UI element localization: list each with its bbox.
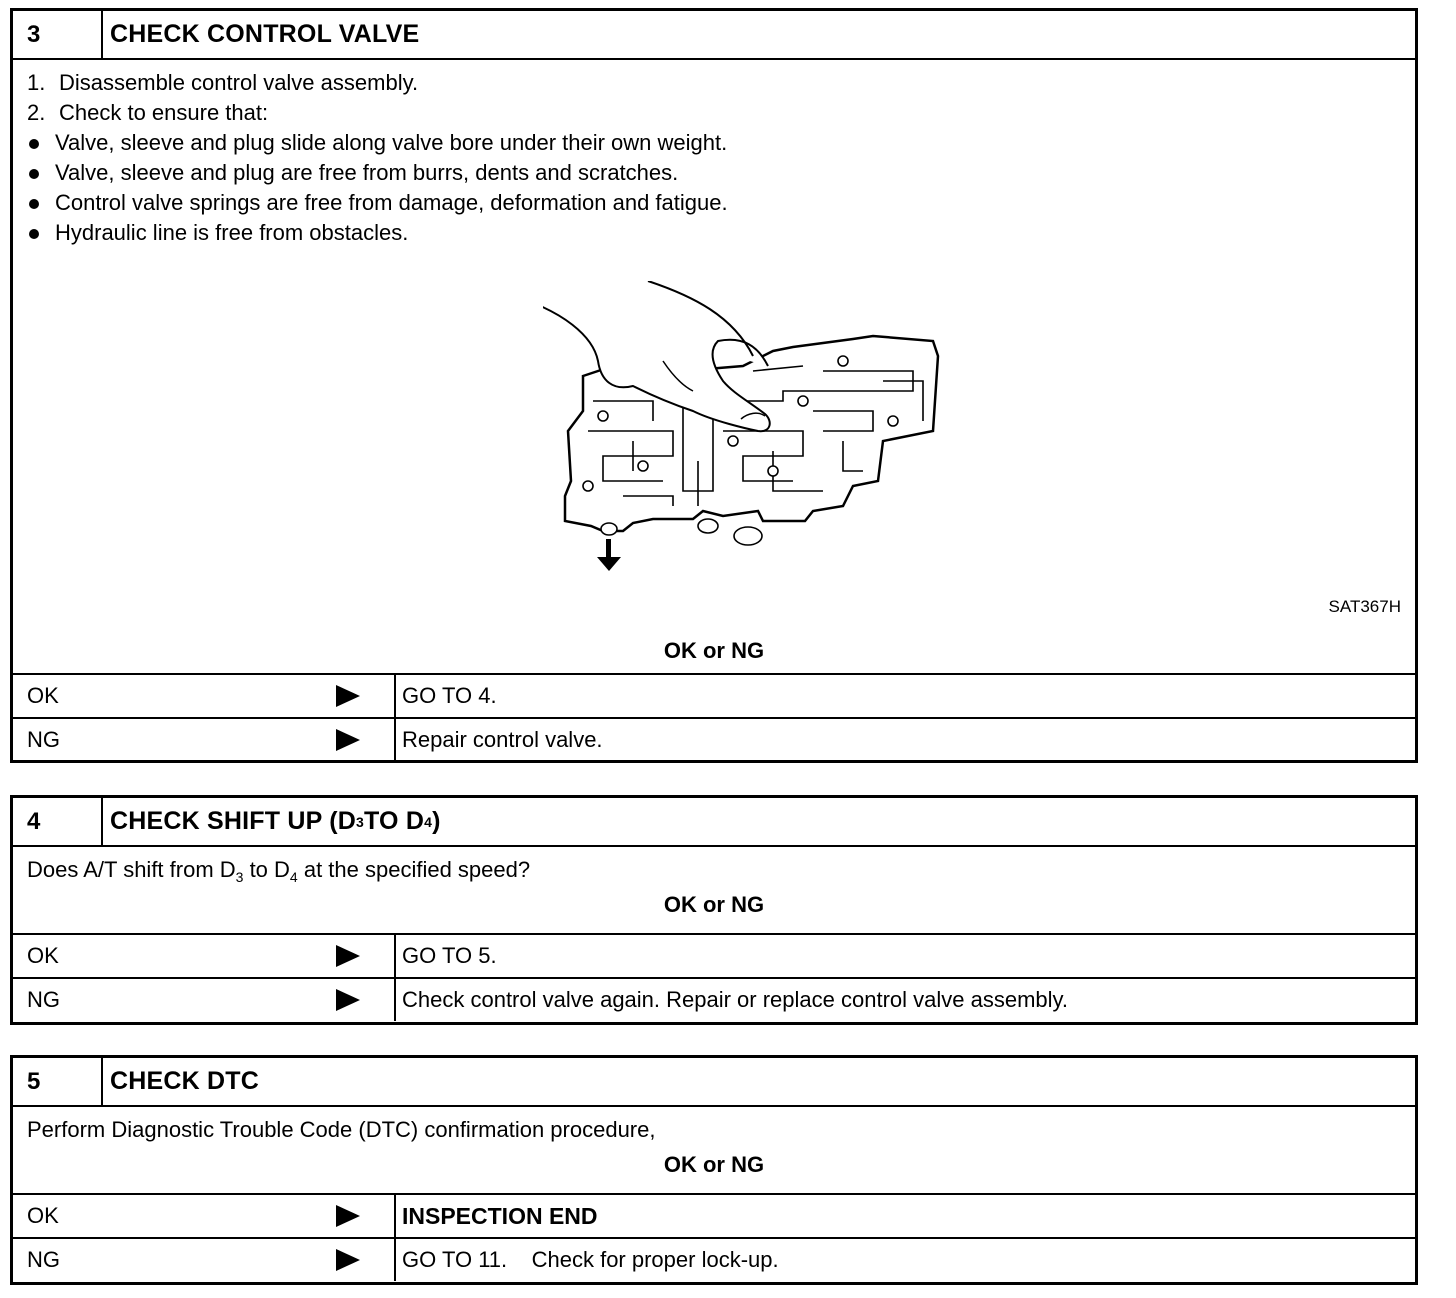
step-number: 5 (13, 1058, 103, 1105)
result-ng-row (13, 717, 1415, 761)
step-3-block (10, 8, 1418, 763)
ok-label: OK (27, 1203, 59, 1228)
step-body (13, 845, 1415, 933)
instruction-list (13, 60, 1415, 248)
ok-label: OK (27, 683, 59, 708)
result-header: OK or NG (663, 1152, 765, 1177)
step-question: Does A/T shift from $D_3$ to $D_4$ at the specified speed? (27, 857, 531, 885)
control-valve-illustration (543, 281, 953, 581)
right-arrow-icon (336, 945, 360, 967)
instruction-item: 2. Check to ensure that: (27, 100, 269, 125)
step-body (13, 58, 1415, 673)
right-arrow-icon (336, 989, 360, 1011)
bullet-icon (27, 158, 55, 188)
ng-label: NG (27, 727, 60, 752)
right-arrow-icon (336, 729, 360, 751)
right-arrow-icon (336, 1205, 360, 1227)
step-4-block (10, 795, 1418, 1025)
bullet-icon (27, 128, 55, 158)
ng-label: NG (27, 1247, 60, 1272)
step-header (13, 798, 1415, 845)
step-body (13, 1105, 1415, 1193)
bullet-item: Control valve springs are free from damage, deformation and fatigue. (27, 188, 1401, 218)
bullet-icon (27, 188, 55, 218)
right-arrow-icon (336, 1249, 360, 1271)
result-header: OK or NG (663, 638, 765, 663)
bullet-item: Hydraulic line is free from obstacles. (27, 218, 1401, 248)
ok-action: GO TO 5. (402, 943, 497, 968)
figure-code: SAT367H (1328, 597, 1401, 616)
result-ok-row (13, 673, 1415, 717)
bullet-icon (27, 218, 55, 248)
ok-label: OK (27, 943, 59, 968)
result-header: OK or NG (663, 892, 765, 917)
ng-label: NG (27, 987, 60, 1012)
ng-action: Check control valve again. Repair or replace control valve assembly. (402, 987, 1069, 1012)
step-title: CHECK DTC (110, 1067, 260, 1095)
result-ok-row (13, 933, 1415, 977)
step-number: 4 (13, 798, 103, 845)
step-title: CHECK SHIFT UP (D 3 TO D 4 ) (110, 807, 441, 835)
ng-action: Repair control valve. (402, 727, 603, 752)
step-header (13, 1058, 1415, 1105)
result-ng-row (13, 1237, 1415, 1281)
result-ok-row (13, 1193, 1415, 1237)
bullet-item: Valve, sleeve and plug are free from burrs, dents and scratches. (27, 158, 1401, 188)
result-ng-row (13, 977, 1415, 1021)
step-instruction: Perform Diagnostic Trouble Code (DTC) confirmation procedure, (27, 1117, 656, 1142)
step-number: 3 (13, 11, 103, 58)
step-header (13, 11, 1415, 58)
step-5-block (10, 1055, 1418, 1285)
ng-action: GO TO 11. Check for proper lock-up. (402, 1247, 779, 1272)
right-arrow-icon (336, 685, 360, 707)
ok-action: INSPECTION END (402, 1202, 598, 1229)
bullet-item: Valve, sleeve and plug slide along valve bore under their own weight. (27, 128, 1401, 158)
ok-action: GO TO 4. (402, 683, 497, 708)
instruction-item: 1. Disassemble control valve assembly. (27, 70, 419, 95)
step-title: CHECK CONTROL VALVE (110, 20, 420, 48)
